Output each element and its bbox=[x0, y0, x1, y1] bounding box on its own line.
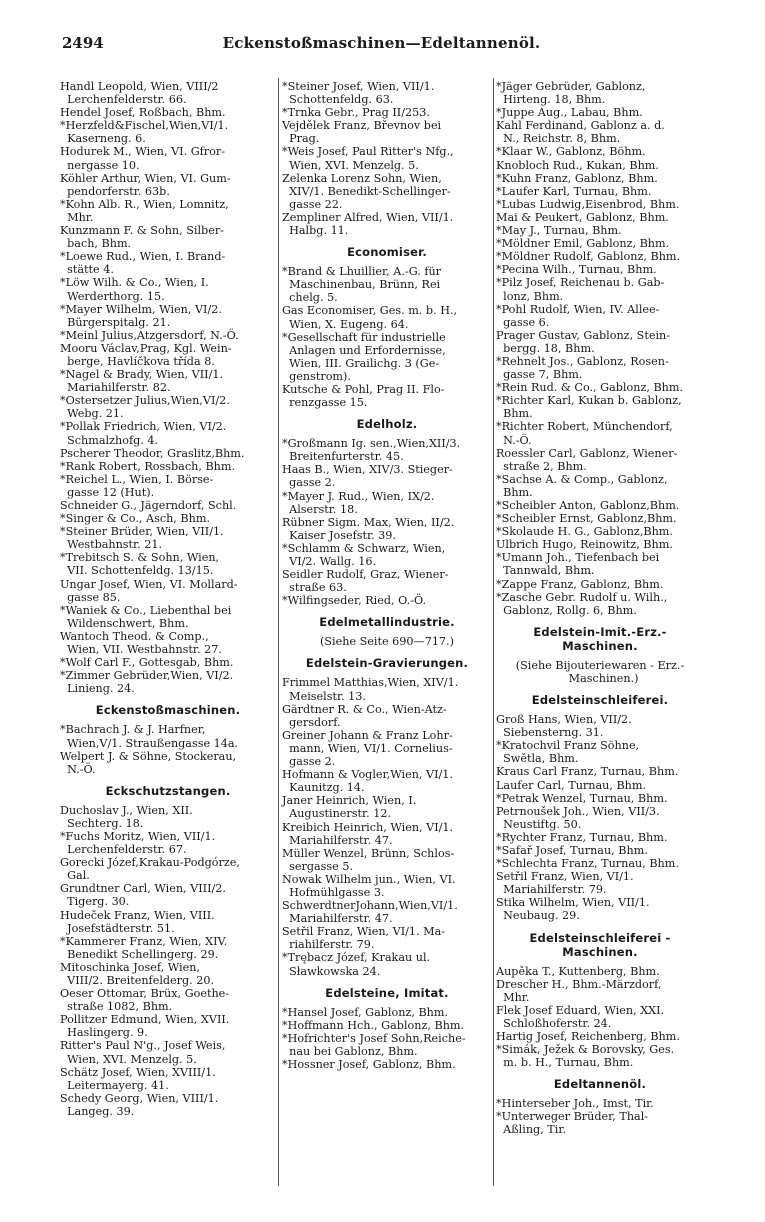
directory-entry: *Lubas Ludwig,Eisenbrod, Bhm. bbox=[496, 197, 680, 211]
directory-entry: Schneider G., Jägerndorf, Schl. bbox=[60, 499, 237, 512]
directory-entry: Mitoschinka Josef, Wien, VIII/2. Breitenfelderg. 20. bbox=[60, 960, 215, 987]
directory-entry: *Mayer J. Rud., Wien, IX/2. Alserstr. 18. bbox=[282, 489, 435, 516]
column-2 bbox=[282, 80, 492, 1071]
directory-entry: *Zasche Gebr. Rudolf u. Wilh., Gablonz, Rollg. 6, Bhm. bbox=[496, 590, 668, 617]
directory-entry: *Umann Joh., Tiefenbach bei Tannwald, Bhm. bbox=[496, 551, 660, 578]
directory-entry: Setřil Franz, Wien, VI/1. Mariahilferstr. 79. bbox=[496, 870, 634, 897]
directory-entry: Kahl Ferdinand, Gablonz a. d. N., Reichstr. 8, Bhm. bbox=[496, 119, 665, 146]
section-heading: Edelstein-Gravierungen. bbox=[305, 656, 469, 671]
directory-entry: *Schlamm & Schwarz, Wien, VI/2. Wallg. 16. bbox=[282, 541, 446, 568]
directory-entry: *Waniek & Co., Liebenthal bei Wildenschwert, Bhm. bbox=[60, 603, 232, 630]
directory-entry: *Klaar W., Gablonz, Böhm. bbox=[496, 145, 646, 159]
directory-entry: Zempliner Alfred, Wien, VII/1. Halbg. 11. bbox=[282, 210, 454, 238]
directory-entry: Setřil Franz, Wien, VI/1. Ma- riahilferstr. 79. bbox=[282, 925, 446, 952]
section-heading: Economiser. bbox=[347, 245, 427, 260]
directory-entry: Mai & Peukert, Gablonz, Bhm. bbox=[496, 210, 669, 224]
directory-entry: Kunzmann F. & Sohn, Silber- bach, Bhm. bbox=[60, 224, 224, 251]
directory-entry: *Pecina Wilh., Turnau, Bhm. bbox=[496, 263, 657, 277]
directory-entry: *Brand & Lhuillier, A.-G. für Maschinenbau, Brünn, Rei chelg. 5. bbox=[282, 265, 442, 305]
directory-entry: Rübner Sigm. Max, Wien, II/2. Kaiser Josefstr. 39. bbox=[282, 515, 455, 542]
column-divider bbox=[493, 78, 494, 1186]
directory-entry: *Rein Rud. & Co., Gablonz, Bhm. bbox=[496, 381, 684, 395]
directory-entry: *May J., Turnau, Bhm. bbox=[496, 224, 622, 238]
directory-entry: *Pollak Friedrich, Wien, VI/2. Schmalzhofg. 4. bbox=[60, 420, 227, 447]
directory-entry: Vejdělek Franz, Břevnov bei Prag. bbox=[282, 119, 442, 146]
column-divider bbox=[278, 78, 279, 1186]
directory-entry: *Hofrichter's Josef Sohn,Reiche- nau bei Gablonz, Bhm. bbox=[282, 1031, 466, 1058]
directory-entry: Flek Josef Eduard, Wien, XXI. Schloßhoferstr. 24. bbox=[496, 1003, 665, 1030]
directory-entry: Groß Hans, Wien, VII/2. Siebensterng. 31. bbox=[496, 713, 632, 740]
page-header bbox=[62, 34, 701, 56]
entry-list bbox=[282, 437, 492, 607]
directory-entry: *Hossner Josef, Gablonz, Bhm. bbox=[282, 1058, 456, 1071]
directory-entry: Schätz Josef, Wien, XVIII/1. Leitermayerg. 41. bbox=[60, 1065, 216, 1092]
directory-entry: Ungar Josef, Wien, VI. Mollard- gasse 85. bbox=[60, 577, 238, 604]
directory-entry: *Bachrach J. & J. Harfner, Wien,V/1. Straußengasse 14a. bbox=[60, 723, 239, 750]
directory-entry: Köhler Arthur, Wien, VI. Gum- pendorferstr. 63b. bbox=[60, 171, 231, 198]
directory-entry: *Zappe Franz, Gablonz, Bhm. bbox=[496, 577, 664, 591]
directory-entry: Nowak Wilhelm jun., Wien, VI. Hofmühlgasse 3. bbox=[282, 872, 456, 899]
directory-entry: *Juppe Aug., Labau, Bhm. bbox=[496, 106, 643, 120]
directory-entry: *Petrak Wenzel, Turnau, Bhm. bbox=[496, 791, 668, 805]
directory-entry: *Trębacz Józef, Krakau ul. Sławkowska 24. bbox=[282, 951, 431, 978]
directory-entry: *Gesellschaft für industrielle Anlagen und Erfordernisse, Wien, III. Grailichg. 3 (Ge- genstrom). bbox=[282, 330, 446, 383]
directory-entry: Drescher H., Bhm.-Märzdorf, Mhr. bbox=[496, 977, 662, 1004]
directory-entry: *Möldner Emil, Gablonz, Bhm. bbox=[496, 237, 670, 251]
directory-entry: *Hoffmann Hch., Gablonz, Bhm. bbox=[282, 1018, 465, 1032]
directory-entry: Frimmel Matthias,Wien, XIV/1. Meiselstr. 13. bbox=[282, 676, 459, 703]
section-heading: Edelholz. bbox=[356, 417, 418, 432]
directory-entry: Gas Economiser, Ges. m. b. H., Wien, X. Eugeng. 64. bbox=[282, 304, 458, 331]
directory-entry: *Richter Karl, Kukan b. Gablonz, Bhm. bbox=[496, 394, 682, 421]
directory-entry: *Loewe Rud., Wien, I. Brand- stätte 4. bbox=[60, 250, 226, 277]
directory-entry: *Möldner Rudolf, Gablonz, Bhm. bbox=[496, 250, 681, 264]
directory-entry: *Jäger Gebrüder, Gablonz, Hirteng. 18, Bhm. bbox=[496, 80, 646, 107]
directory-entry: Pscherer Theodor, Graslitz,Bhm. bbox=[60, 446, 245, 460]
entry-list bbox=[60, 80, 276, 695]
directory-entry: *Kammerer Franz, Wien, XIV. Benedikt Schellingerg. 29. bbox=[60, 934, 228, 961]
column-3 bbox=[496, 80, 704, 1137]
directory-entry: *Kratochvil Franz Söhne, Swětla, Bhm. bbox=[496, 739, 640, 766]
directory-entry: *Pilz Josef, Reichenau b. Gab- lonz, Bhm. bbox=[496, 276, 665, 303]
directory-entry: Kraus Carl Franz, Turnau, Bhm. bbox=[496, 765, 679, 779]
directory-entry: Gorecki Józef,Krakau-Podgórze, Gal. bbox=[60, 856, 240, 883]
directory-entry: *Meinl Julius,Atzgersdorf, N.-Ö. bbox=[60, 328, 239, 342]
cross-reference-note: (Siehe Bijouteriewaren - Erz.- Maschinen.) bbox=[515, 658, 685, 685]
directory-entry: Knobloch Rud., Kukan, Bhm. bbox=[496, 158, 659, 172]
directory-entry: *Skolaude H. G., Gablonz,Bhm. bbox=[496, 525, 673, 539]
directory-entry: *Löw Wilh. & Co., Wien, I. Werderthorg. 15. bbox=[60, 276, 209, 303]
directory-entry: *Scheibler Ernst, Gablonz,Bhm. bbox=[496, 512, 677, 526]
directory-entry: *Steiner Josef, Wien, VII/1. Schottenfeldg. 63. bbox=[282, 80, 435, 107]
entry-list bbox=[60, 804, 276, 1118]
directory-entry: Zelenka Lorenz Sohn, Wien, XIV/1. Benedikt-Schellinger- gasse 22. bbox=[282, 171, 451, 211]
directory-entry: Janer Heinrich, Wien, I. Augustinerstr. 12. bbox=[282, 794, 417, 821]
directory-entry: *Wolf Carl F., Gottesgab, Bhm. bbox=[60, 656, 234, 670]
directory-entry: *Herzfeld&Fischel,Wien,VI/1. Kaserneng. 6. bbox=[60, 119, 229, 146]
directory-entry: *Rychter Franz, Turnau, Bhm. bbox=[496, 830, 668, 844]
directory-entry: Duchoslav J., Wien, XII. Sechterg. 18. bbox=[60, 803, 193, 830]
directory-entry: *Laufer Karl, Turnau, Bhm. bbox=[496, 184, 652, 198]
page-number: 2494 bbox=[62, 34, 104, 52]
directory-entry: *Mayer Wilhelm, Wien, VI/2. Bürgerspitalg. 21. bbox=[60, 302, 222, 329]
directory-entry: *Sachse A. & Comp., Gablonz, Bhm. bbox=[496, 472, 668, 499]
directory-entry: *Scheibler Anton, Gablonz,Bhm. bbox=[496, 499, 680, 512]
directory-entry: Mooru Václav,Prag, Kgl. Wein- berge, Havlíčkova třída 8. bbox=[60, 341, 232, 368]
directory-entry: *Großmann Ig. sen.,Wien,XII/3. Breitenfurterstr. 45. bbox=[282, 437, 461, 464]
directory-entry: Hartig Josef, Reichenberg, Bhm. bbox=[496, 1030, 680, 1043]
directory-entry: Ulbrich Hugo, Reinowitz, Bhm. bbox=[496, 538, 673, 552]
entry-list bbox=[496, 1097, 704, 1136]
entry-list bbox=[282, 265, 492, 409]
directory-entry: *Hansel Josef, Gablonz, Bhm. bbox=[282, 1005, 449, 1019]
directory-entry: Wantoch Theod. & Comp., Wien, VII. Westbahnstr. 27. bbox=[60, 629, 222, 657]
section-heading: Edelmetallindustrie. bbox=[319, 615, 455, 630]
directory-entry: Müller Wenzel, Brünn, Schlos- sergasse 5. bbox=[282, 846, 455, 873]
directory-entry: Hudeček Franz, Wien, VIII. Josefstädterstr. 51. bbox=[60, 908, 215, 935]
directory-entry: *Ostersetzer Julius,Wien,VI/2. Webg. 21. bbox=[60, 394, 230, 421]
entry-list bbox=[496, 713, 704, 923]
directory-entry: *Kuhn Franz, Gablonz, Bhm. bbox=[496, 171, 658, 185]
entry-list bbox=[282, 80, 492, 237]
directory-entry: *Singer & Co., Asch, Bhm. bbox=[60, 512, 211, 526]
directory-entry: *Unterweger Brüder, Thal- Aßling, Tir. bbox=[496, 1110, 649, 1137]
directory-entry: Petrnoušek Joh., Wien, VII/3. Neustiftg. 50. bbox=[496, 804, 660, 831]
section-heading: Edelsteinschleiferei. bbox=[531, 693, 669, 708]
section-heading: Eckenstoßmaschinen. bbox=[95, 703, 241, 718]
directory-entry: Kreibich Heinrich, Wien, VI/1. Mariahilferstr. 47. bbox=[282, 820, 454, 847]
directory-entry: Seidler Rudolf, Graz, Wiener- straße 63. bbox=[282, 568, 449, 595]
directory-entry: *Pohl Rudolf, Wien, IV. Allee- gasse 6. bbox=[496, 302, 660, 329]
directory-entry: Prager Gustav, Gablonz, Stein- bergg. 18, Bhm. bbox=[496, 328, 671, 355]
section-heading: Edelstein-Imit.-Erz.-Maschinen. bbox=[533, 624, 667, 653]
directory-entry: *Fuchs Moritz, Wien, VII/1. Lerchenfelderstr. 67. bbox=[60, 829, 216, 857]
directory-entry: *Trnka Gebr., Prag II/253. bbox=[282, 106, 430, 120]
directory-entry: Haas B., Wien, XIV/3. Stieger- gasse 2. bbox=[282, 463, 453, 490]
directory-entry: *Steiner Brüder, Wien, VII/1. Westbahnstr. 21. bbox=[60, 525, 224, 552]
directory-entry: Oeser Ottomar, Brüx, Goethe- straße 1082, Bhm. bbox=[60, 987, 230, 1014]
directory-entry: Schedy Georg, Wien, VIII/1. Langeg. 39. bbox=[60, 1091, 219, 1118]
directory-entry: *Kohn Alb. R., Wien, Lomnitz, Mhr. bbox=[60, 197, 229, 224]
section-heading: Eckschutzstangen. bbox=[105, 783, 231, 798]
directory-entry: Pollitzer Edmund, Wien, XVII. Haslingerg. 9. bbox=[60, 1013, 230, 1040]
section-heading: Edelsteine, Imitat. bbox=[325, 985, 449, 1000]
directory-entry: Handl Leopold, Wien, VIII/2 Lerchenfelderstr. 66. bbox=[60, 80, 219, 107]
directory-entry: Greiner Johann & Franz Lohr- mann, Wien, VI/1. Cornelius- gasse 2. bbox=[282, 728, 453, 769]
directory-entry: *Wilfingseder, Ried, O.-Ö. bbox=[282, 594, 427, 608]
directory-entry: *Trebitsch S. & Sohn, Wien, VII. Schottenfeldg. 13/15. bbox=[60, 551, 220, 578]
directory-entry: *Reichel L., Wien, I. Börse- gasse 12 (Hut). bbox=[60, 472, 214, 499]
directory-entry: Aupěka T., Kuttenberg, Bhm. bbox=[496, 964, 660, 978]
directory-entry: Roessler Carl, Gablonz, Wiener- straße 2, Bhm. bbox=[496, 446, 678, 473]
directory-entry: *Weis Josef, Paul Ritter's Nfg., Wien, XVI. Menzelg. 5. bbox=[282, 145, 454, 172]
directory-entry: *Schlechta Franz, Turnau, Bhm. bbox=[496, 857, 679, 871]
directory-entry: Stika Wilhelm, Wien, VII/1. Neubaug. 29. bbox=[496, 896, 650, 923]
directory-entry: Hofmann & Vogler,Wien, VI/1. Kaunitzg. 14. bbox=[282, 768, 453, 795]
column-1 bbox=[60, 80, 276, 1118]
directory-entry: SchwerdtnerJohann,Wien,VI/1. Mariahilferstr. 47. bbox=[282, 899, 458, 926]
running-head: Eckenstoßmaschinen—Edeltannenöl. bbox=[222, 34, 541, 52]
directory-entry: Gärdtner R. & Co., Wien-Atz- gersdorf. bbox=[282, 702, 447, 729]
directory-entry: Kutsche & Pohl, Prag II. Flo- renzgasse 15. bbox=[282, 382, 445, 410]
entry-list bbox=[282, 1006, 492, 1071]
entry-list bbox=[282, 676, 492, 977]
directory-entry: *Richter Robert, Münchendorf, N.-Ö. bbox=[496, 420, 673, 447]
directory-entry: Ritter's Paul N'g., Josef Weis, Wien, XVI. Menzelg. 5. bbox=[60, 1039, 226, 1066]
directory-entry: *Hinterseber Joh., Imst, Tir. bbox=[496, 1097, 654, 1111]
directory-entry: Hodurek M., Wien, VI. Gfror- nergasse 10. bbox=[60, 145, 226, 172]
cross-reference-note: (Siehe Seite 690—717.) bbox=[320, 635, 454, 649]
directory-entry: *Rank Robert, Rossbach, Bhm. bbox=[60, 459, 236, 473]
directory-entry: Laufer Carl, Turnau, Bhm. bbox=[496, 778, 647, 792]
directory-entry: *Simák, Ježek & Borovsky, Ges. m. b. H., Turnau, Bhm. bbox=[496, 1043, 675, 1070]
directory-entry: Welpert J. & Söhne, Stockerau, N.-Ö. bbox=[60, 749, 237, 776]
entry-list bbox=[496, 965, 704, 1070]
section-heading: Edelsteinschleiferei - Maschinen. bbox=[529, 930, 671, 959]
directory-entry: Hendel Josef, Roßbach, Bhm. bbox=[60, 106, 226, 120]
directory-entry: *Safař Josef, Turnau, Bhm. bbox=[496, 843, 648, 857]
directory-entry: *Zimmer Gebrüder,Wien, VI/2. Linieng. 24. bbox=[60, 669, 234, 696]
section-heading: Edeltannenöl. bbox=[553, 1077, 647, 1092]
directory-entry: *Rehnelt Jos., Gablonz, Rosen- gasse 7, Bhm. bbox=[496, 354, 669, 382]
entry-list bbox=[60, 723, 276, 775]
entry-list bbox=[496, 80, 704, 617]
directory-entry: Grundtner Carl, Wien, VIII/2. Tigerg. 30. bbox=[60, 882, 226, 909]
directory-entry: *Nagel & Brady, Wien, VII/1. Mariahilferstr. 82. bbox=[60, 368, 224, 395]
